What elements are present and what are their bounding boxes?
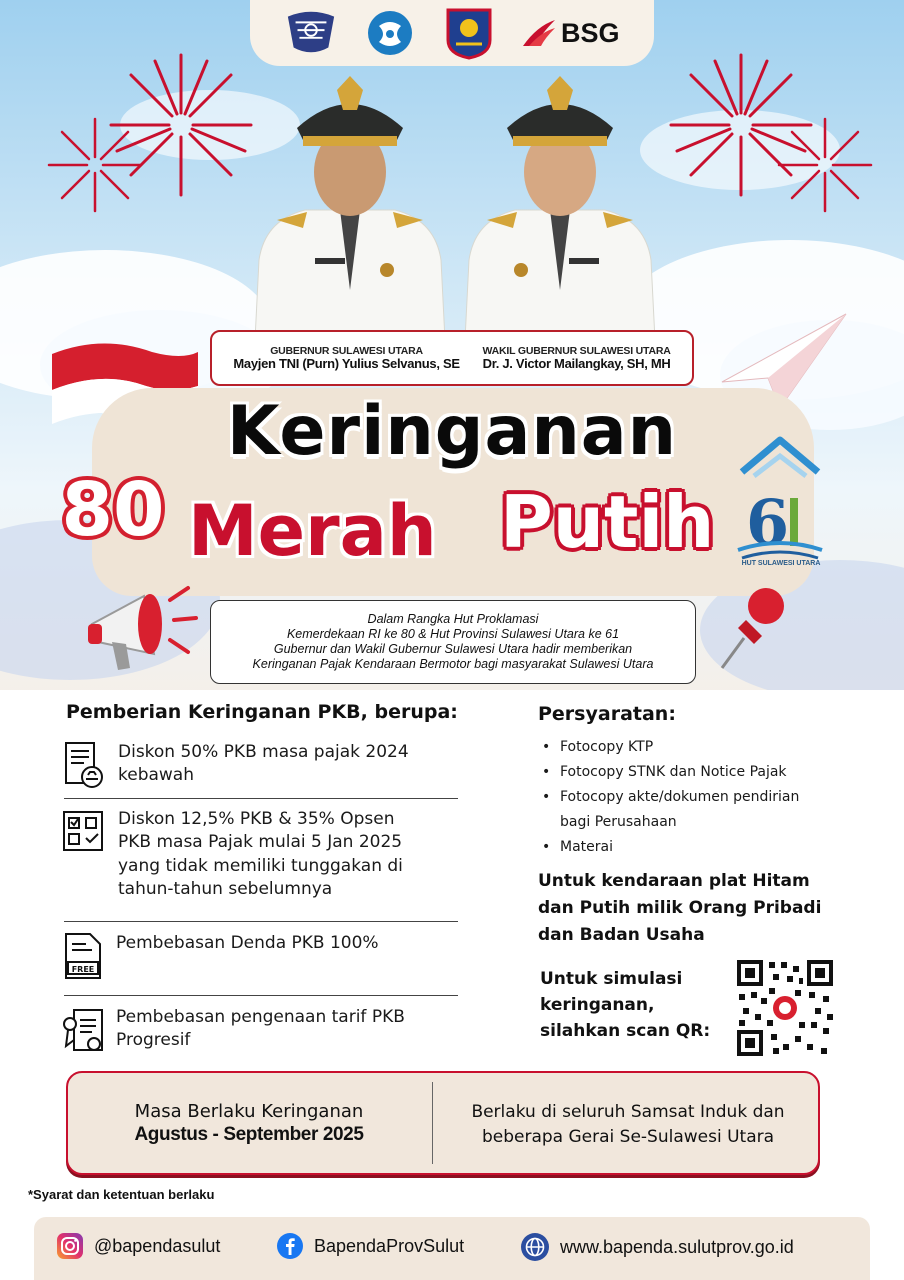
plate-note-line: Untuk kendaraan plat Hitam	[538, 871, 810, 891]
requirement-item-continued: bagi Perusahaan	[560, 814, 677, 830]
requirement-item: • Fotocopy KTP	[540, 735, 840, 760]
intro-line: Keringanan Pajak Kendaraan Bermotor bagi masyarakat Sulawesi Utara	[252, 657, 654, 672]
north-sulawesi-emblem-icon	[442, 6, 496, 60]
validity-period-label: Masa Berlaku Keringanan	[134, 1101, 364, 1122]
bsg-label: BSG	[561, 17, 620, 48]
pkb-heading: Pemberian Keringanan PKB, berupa:	[66, 701, 458, 723]
facebook-icon	[276, 1232, 304, 1260]
bsg-icon	[521, 18, 557, 48]
partner-logo-strip	[250, 0, 654, 66]
approval-document-icon	[62, 1006, 106, 1054]
instagram-icon	[56, 1232, 84, 1260]
requirement-item: • Materai	[540, 835, 840, 860]
plate-note-line: dan Putih milik Orang Pribadi	[538, 898, 822, 918]
pkb-benefit-item	[62, 741, 458, 797]
hut-caption: HUT SULAWESI UTARA	[741, 560, 821, 567]
vice-governor-name-block	[483, 345, 671, 372]
governor-name-block	[233, 345, 459, 372]
megaphone-icon	[84, 578, 204, 678]
requirement-item: • Fotocopy STNK dan Notice Pajak	[540, 760, 840, 785]
governor-role: GUBERNUR SULAWESI UTARA	[270, 344, 423, 357]
pkb-benefit-text	[118, 808, 403, 902]
pkb-benefit-line: kebawah	[118, 765, 195, 786]
intro-line: Dalam Rangka Hut Proklamasi	[367, 611, 539, 626]
pkb-benefit-line: yang tidak memiliki tunggakan di	[118, 855, 403, 876]
checklist-icon	[62, 808, 106, 856]
vice-governor-name: Dr. J. Victor Mailangkay, SH, MH	[482, 355, 671, 371]
governor-name: Mayjen TNI (Purn) Yulius Selvanus, SE	[233, 355, 460, 371]
website-link[interactable]	[520, 1232, 794, 1262]
validity-locations	[440, 1100, 816, 1149]
firework-icon	[770, 110, 880, 220]
simulation-line: silahkan scan QR:	[540, 1021, 711, 1041]
instagram-link[interactable]	[56, 1232, 220, 1260]
simulation-line: Untuk simulasi	[540, 969, 683, 989]
title-number: 80	[61, 467, 165, 553]
pkb-benefit-text	[116, 1006, 405, 1053]
pkb-benefit-line: Diskon 12,5% PKB & 35% Opsen	[118, 809, 395, 829]
plate-note	[538, 868, 838, 949]
plate-note-line: dan Badan Usaha	[538, 925, 705, 945]
officials-name-banner	[210, 330, 694, 386]
push-pin-icon	[716, 584, 796, 674]
pkb-benefit-item	[62, 1006, 458, 1060]
website-url: www.bapenda.sulutprov.go.id	[560, 1236, 794, 1257]
pkb-benefit-line: Pembebasan Denda PKB 100%	[116, 933, 379, 953]
firework-icon	[40, 110, 150, 220]
divider	[64, 995, 458, 996]
pkb-benefit-item	[62, 808, 458, 914]
title-merah: Merah	[188, 490, 437, 572]
pkb-benefit-line: PKB masa Pajak mulai 5 Jan 2025	[118, 832, 403, 853]
validity-locations-line: beberapa Gerai Se-Sulawesi Utara	[481, 1126, 775, 1147]
terms-note: *Syarat dan ketentuan berlaku	[28, 1187, 215, 1202]
vice-governor-role: WAKIL GUBERNUR SULAWESI UTARA	[482, 344, 671, 357]
vice-governor-portrait	[455, 70, 665, 340]
police-emblem-icon	[284, 6, 338, 60]
simulation-note	[540, 966, 730, 1044]
simulation-qr-code[interactable]	[735, 958, 835, 1058]
title-keringanan: Keringanan	[226, 392, 678, 471]
validity-locations-line: Berlaku di seluruh Samsat Induk dan	[471, 1102, 785, 1122]
title-putih: Putih	[500, 480, 715, 564]
validity-period	[68, 1100, 430, 1148]
facebook-link[interactable]	[276, 1232, 464, 1260]
facebook-handle: BapendaProvSulut	[314, 1235, 465, 1256]
simulation-line: keringanan,	[540, 995, 655, 1015]
globe-icon	[520, 1232, 550, 1262]
divider	[64, 798, 458, 799]
pkb-benefit-line: tahun-tahun sebelumnya	[118, 879, 333, 900]
free-document-icon	[62, 932, 106, 980]
bsg-logo	[521, 18, 620, 49]
svg-text:6: 6	[746, 486, 790, 559]
pkb-benefit-item	[62, 932, 458, 984]
validity-divider	[432, 1082, 433, 1164]
intro-line: Kemerdekaan RI ke 80 & Hut Provinsi Sulawesi Utara ke 61	[286, 626, 620, 641]
instagram-handle: @bapendasulut	[94, 1235, 221, 1256]
pkb-benefit-line: Pembebasan pengenaan tarif PKB	[116, 1007, 405, 1027]
pkb-benefit-text	[116, 932, 379, 955]
pkb-benefit-line: Diskon 50% PKB masa pajak 2024	[118, 742, 409, 762]
vehicle-document-icon	[62, 741, 106, 789]
pkb-benefit-line: Progresif	[116, 1030, 191, 1051]
jasa-raharja-icon	[363, 6, 417, 60]
intro-box	[210, 600, 696, 684]
governor-portrait	[245, 70, 455, 340]
pkb-benefit-text	[118, 741, 409, 788]
free-label: FREE	[71, 965, 95, 974]
requirements-heading: Persyaratan:	[538, 703, 676, 725]
validity-period-dates: Agustus - September 2025	[134, 1124, 364, 1146]
divider	[64, 921, 458, 922]
intro-line: Gubernur dan Wakil Gubernur Sulawesi Utara hadir memberikan	[273, 642, 633, 656]
requirements-list	[540, 735, 840, 860]
requirement-item: • Fotocopy akte/dokumen pendirian	[540, 785, 840, 810]
